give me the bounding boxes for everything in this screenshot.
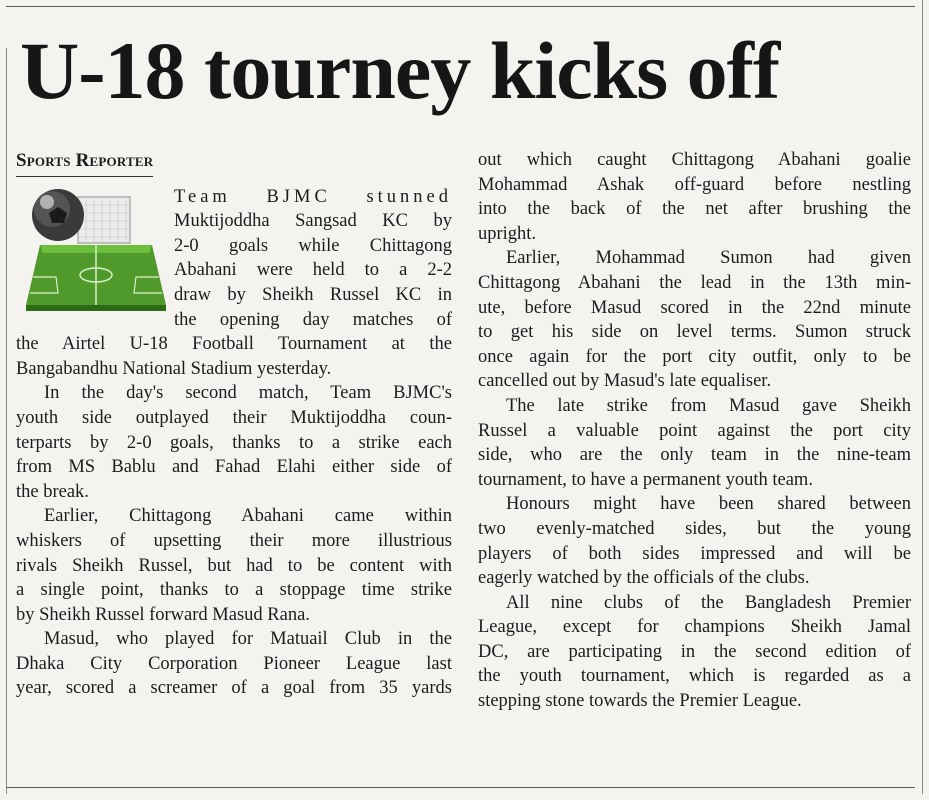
text-line: Earlier, Mohammad Sumon had given xyxy=(506,248,911,269)
text-line: 2-0 goals while Chittagong xyxy=(174,235,452,256)
column-1 xyxy=(16,149,452,701)
text-line: into the back of the net after brushing the xyxy=(478,199,911,220)
text-line: to get his side on level terms. Sumon struck xyxy=(478,322,911,343)
text-line: Honours might have been shared between xyxy=(506,494,911,515)
column-2 xyxy=(478,148,911,714)
right-border xyxy=(922,0,923,794)
text-line: Earlier, Chittagong Abahani came within xyxy=(44,506,452,527)
text-line: tournament, to have a permanent youth team. xyxy=(478,469,813,490)
text-line: The late strike from Masud gave Sheikh xyxy=(506,395,911,416)
text-line: Mohammad Ashak off-guard before nestling xyxy=(478,174,911,195)
text-line: draw by Sheikh Russel KC in xyxy=(174,284,452,305)
text-line: from MS Bablu and Fahad Elahi either side of xyxy=(16,457,452,478)
text-line: terparts by 2-0 goals, thanks to a strike each xyxy=(16,432,452,453)
lead-block xyxy=(16,185,452,333)
text-line: the Airtel U-18 Football Tournament at the xyxy=(16,334,452,355)
text-line: Team BJMC stunned xyxy=(174,186,452,207)
text-line: DC, are participating in the second edition of xyxy=(478,641,911,662)
text-line: Bangabandhu National Stadium yesterday. xyxy=(16,358,332,379)
text-line: Muktijoddha Sangsad KC by xyxy=(174,211,452,232)
text-line: year, scored a screamer of a goal from 35 yards xyxy=(16,678,452,699)
text-line: upright. xyxy=(478,223,537,244)
lead-paragraph-wrapped xyxy=(174,185,452,333)
text-line: out which caught Chittagong Abahani goalie xyxy=(478,150,911,170)
text-line: two evenly-matched sides, but the young xyxy=(478,518,911,539)
top-rule xyxy=(6,6,915,7)
text-line: the break. xyxy=(16,481,89,502)
text-line: players of both sides impressed and will be xyxy=(478,543,911,564)
bottom-rule xyxy=(6,787,915,788)
text-line: youth side outplayed their Muktijoddha coun- xyxy=(16,407,452,428)
text-line: the youth tournament, which is regarded as a xyxy=(478,666,911,687)
text-line: eagerly watched by the officials of the clubs. xyxy=(478,568,810,589)
text-line: In the day's second match, Team BJMC's xyxy=(44,383,452,404)
text-line: rivals Sheikh Russel, but had to be content with xyxy=(16,555,452,576)
text-line: cancelled out by Masud's late equaliser. xyxy=(478,371,772,392)
text-line: a single point, thanks to a stoppage time strike xyxy=(16,580,452,601)
text-line: once again for the port city outfit, only to be xyxy=(478,346,911,367)
text-line: ute, before Masud scored in the 22nd minute xyxy=(478,297,911,318)
text-line: side, who are the only team in the nine-team xyxy=(478,445,911,466)
text-line: All nine clubs of the Bangladesh Premier xyxy=(506,592,911,613)
football-pitch-goal-icon xyxy=(16,185,174,315)
text-line: League, except for champions Sheikh Jamal xyxy=(478,617,911,638)
text-line: the opening day matches of xyxy=(174,309,452,330)
text-line: Masud, who played for Matuail Club in the xyxy=(44,629,452,650)
text-line: stepping stone towards the Premier League. xyxy=(478,691,802,712)
byline: Sports Reporter xyxy=(16,149,153,177)
text-line: Abahani were held to a 2-2 xyxy=(174,260,452,281)
text-line: Russel a valuable point against the port city xyxy=(478,420,911,441)
text-line: Dhaka City Corporation Pioneer League last xyxy=(16,653,452,674)
text-line: by Sheikh Russel forward Masud Rana. xyxy=(16,604,310,625)
headline: U-18 tourney kicks off xyxy=(20,25,780,116)
text-line: whiskers of upsetting their more illustrious xyxy=(16,530,452,551)
left-border xyxy=(6,48,7,794)
text-line: Chittagong Abahani the lead in the 13th min- xyxy=(478,272,911,293)
